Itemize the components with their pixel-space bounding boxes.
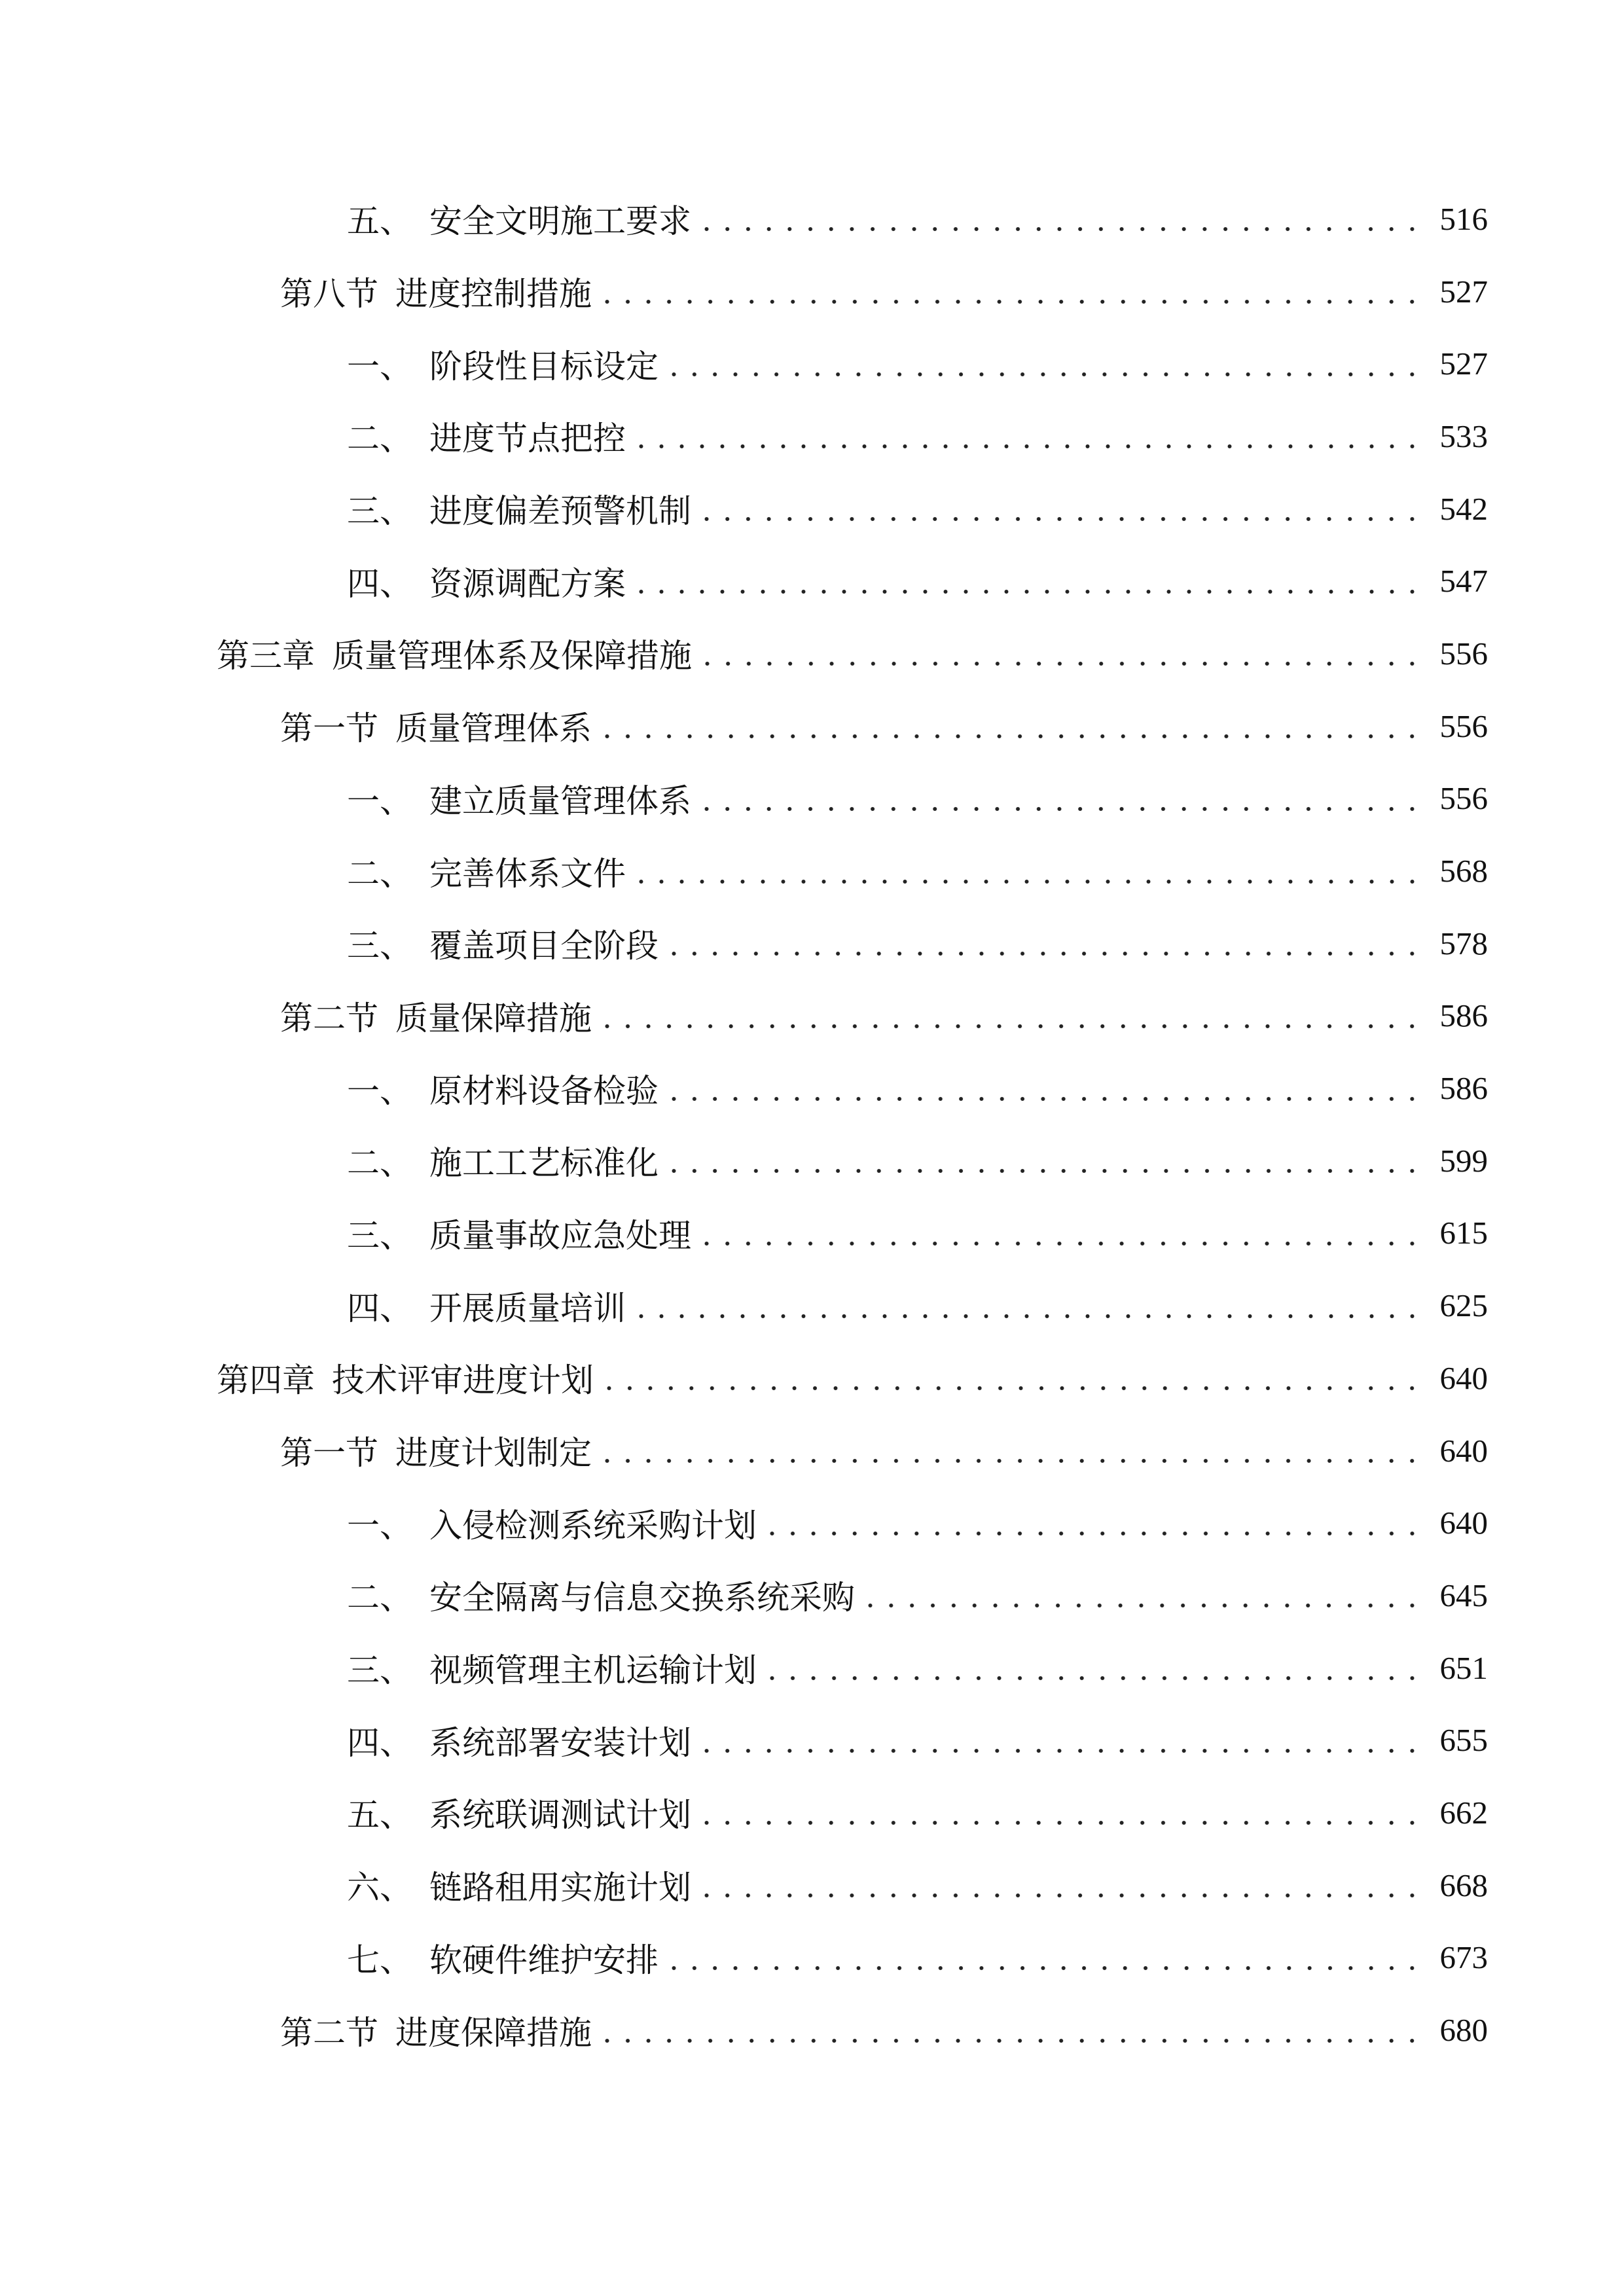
dot-leader (631, 444, 1422, 449)
toc-item-entry (0, 327, 1624, 400)
toc-entry-number: 一、 (347, 1071, 412, 1110)
toc-section-entry (0, 980, 1624, 1052)
dot-leader (597, 1458, 1422, 1463)
toc-entry-title: 质量管理体系 (395, 709, 592, 748)
toc-entry-title: 视频管理主机运输计划 (429, 1651, 757, 1690)
toc-item-entry (0, 183, 1624, 255)
dot-leader (696, 1748, 1422, 1753)
toc-entry-number: 五、 (347, 202, 412, 241)
toc-entry-number: 一、 (347, 347, 412, 386)
toc-entry-number: 六、 (347, 1869, 412, 1907)
toc-entry-title: 安全文明施工要求 (429, 202, 691, 241)
toc-item-entry (0, 907, 1624, 980)
toc-page-number: 662 (1439, 1794, 1488, 1831)
toc-entry-number: 七、 (347, 1941, 412, 1979)
toc-entry-title: 系统部署安装计划 (429, 1723, 691, 1762)
dot-leader (696, 1241, 1422, 1246)
toc-item-entry (0, 1052, 1624, 1124)
toc-entry-number: 四、 (347, 564, 412, 603)
toc-entry-title: 进度计划制定 (395, 1434, 592, 1473)
toc-item-entry (0, 1486, 1624, 1559)
toc-entry-number: 一、 (347, 1506, 412, 1545)
toc-item-entry (0, 473, 1624, 545)
toc-page-number: 556 (1439, 708, 1488, 744)
dot-leader (696, 516, 1422, 522)
toc-entry-number: 第八节 (280, 275, 378, 314)
toc-page-number: 568 (1439, 853, 1488, 889)
toc-page-number: 556 (1439, 780, 1488, 817)
toc-entry-number: 一、 (347, 781, 412, 820)
toc-entry-title: 系统联调测试计划 (429, 1796, 691, 1835)
toc-entry-title: 建立质量管理体系 (429, 781, 691, 820)
toc-entry-number: 第四章 (217, 1361, 315, 1400)
toc-entry-title: 链路租用实施计划 (429, 1869, 691, 1907)
dot-leader (597, 299, 1422, 304)
toc-entry-title: 进度偏差预警机制 (429, 492, 691, 531)
toc-entry-number: 二、 (347, 1144, 412, 1183)
toc-entry-number: 四、 (347, 1289, 412, 1327)
dot-leader (599, 1386, 1422, 1391)
dot-leader (664, 1096, 1422, 1102)
toc-item-entry (0, 545, 1624, 617)
toc-entry-title: 开展质量培训 (429, 1289, 626, 1327)
dot-leader (696, 1820, 1422, 1825)
dot-leader (664, 372, 1422, 377)
toc-item-entry (0, 1632, 1624, 1704)
toc-page-number: 586 (1439, 1070, 1488, 1107)
toc-page-number: 547 (1439, 563, 1488, 600)
toc-item-entry (0, 1776, 1624, 1849)
toc-section-entry (0, 1994, 1624, 2066)
toc-entry-number: 二、 (347, 1579, 412, 1617)
dot-leader (631, 589, 1422, 594)
toc-page-number: 615 (1439, 1215, 1488, 1251)
dot-leader (664, 1965, 1422, 1971)
toc-entry-number: 三、 (347, 1651, 412, 1690)
toc-entry-title: 资源调配方案 (429, 564, 626, 603)
toc-entry-title: 覆盖项目全阶段 (429, 927, 659, 965)
toc-entry-number: 二、 (347, 854, 412, 893)
toc-entry-title: 进度节点把控 (429, 420, 626, 458)
toc-entry-title: 施工工艺标准化 (429, 1144, 659, 1183)
toc-entry-title: 软硬件维护安排 (429, 1941, 659, 1979)
toc-entry-title: 入侵检测系统采购计划 (429, 1506, 757, 1545)
toc-page-number: 516 (1439, 200, 1488, 237)
toc-entry-number: 四、 (347, 1723, 412, 1762)
toc-item-entry (0, 834, 1624, 907)
toc-entry-number: 第二节 (280, 2013, 378, 2052)
toc-page-number: 533 (1439, 418, 1488, 454)
toc-page-number: 645 (1439, 1577, 1488, 1613)
toc-item-entry (0, 1849, 1624, 1922)
toc-entry-number: 二、 (347, 420, 412, 458)
toc-entry-title: 技术评审进度计划 (332, 1361, 594, 1400)
toc-page-number: 651 (1439, 1649, 1488, 1686)
toc-page-number: 668 (1439, 1867, 1488, 1903)
dot-leader (597, 2038, 1422, 2043)
toc-entry-title: 进度保障措施 (395, 2013, 592, 2052)
toc-item-entry (0, 1704, 1624, 1776)
toc-page-number: 527 (1439, 346, 1488, 382)
toc-item-entry (0, 1269, 1624, 1342)
toc-page-number: 640 (1439, 1432, 1488, 1469)
dot-leader (664, 1168, 1422, 1174)
toc-section-entry (0, 255, 1624, 328)
toc-section-entry (0, 1414, 1624, 1487)
toc-chapter-entry (0, 617, 1624, 690)
toc-entry-title: 质量管理体系及保障措施 (332, 637, 692, 675)
dot-leader (597, 1024, 1422, 1029)
toc-entry-title: 质量保障措施 (395, 999, 592, 1037)
dot-leader (696, 226, 1422, 232)
toc-entry-number: 第一节 (280, 709, 378, 748)
toc-entry-title: 完善体系文件 (429, 854, 626, 893)
toc-entry-title: 安全隔离与信息交换系统采购 (429, 1579, 855, 1617)
toc-page-number: 640 (1439, 1359, 1488, 1396)
toc-page-number: 673 (1439, 1939, 1488, 1976)
toc-entry-number: 第二节 (280, 999, 378, 1037)
toc-page-number: 625 (1439, 1287, 1488, 1324)
dot-leader (762, 1531, 1422, 1536)
toc-entry-number: 第一节 (280, 1434, 378, 1473)
toc-page-number: 556 (1439, 635, 1488, 672)
toc-page-number: 542 (1439, 490, 1488, 527)
toc-entry-title: 阶段性目标设定 (429, 347, 659, 386)
dot-leader (631, 879, 1422, 884)
toc-entry-title: 质量事故应急处理 (429, 1216, 691, 1255)
toc-section-entry (0, 690, 1624, 762)
toc-chapter-entry (0, 1342, 1624, 1414)
toc-page-number: 640 (1439, 1505, 1488, 1541)
dot-leader (664, 951, 1422, 956)
dot-leader (696, 1893, 1422, 1898)
toc-item-entry (0, 1197, 1624, 1270)
toc-page-number: 578 (1439, 925, 1488, 961)
toc-entry-number: 五、 (347, 1796, 412, 1835)
toc-item-entry (0, 762, 1624, 835)
toc-item-entry (0, 1922, 1624, 1994)
toc-entry-title: 原材料设备检验 (429, 1071, 659, 1110)
toc-entry-title: 进度控制措施 (395, 275, 592, 314)
toc-item-entry (0, 400, 1624, 473)
dot-leader (631, 1314, 1422, 1319)
dot-leader (860, 1603, 1422, 1608)
toc-page-number: 680 (1439, 2012, 1488, 2049)
toc-page-number: 655 (1439, 1722, 1488, 1759)
toc-entry-number: 三、 (347, 492, 412, 531)
toc-entry-number: 三、 (347, 1216, 412, 1255)
toc-page-number: 586 (1439, 997, 1488, 1034)
table-of-contents (0, 183, 1624, 2066)
dot-leader (597, 734, 1422, 739)
toc-entry-number: 第三章 (217, 637, 315, 675)
toc-entry-number: 三、 (347, 927, 412, 965)
toc-page-number: 599 (1439, 1142, 1488, 1179)
dot-leader (697, 661, 1422, 666)
toc-item-entry (0, 1124, 1624, 1197)
dot-leader (696, 806, 1422, 812)
dot-leader (762, 1676, 1422, 1681)
toc-item-entry (0, 1559, 1624, 1632)
toc-page-number: 527 (1439, 273, 1488, 310)
